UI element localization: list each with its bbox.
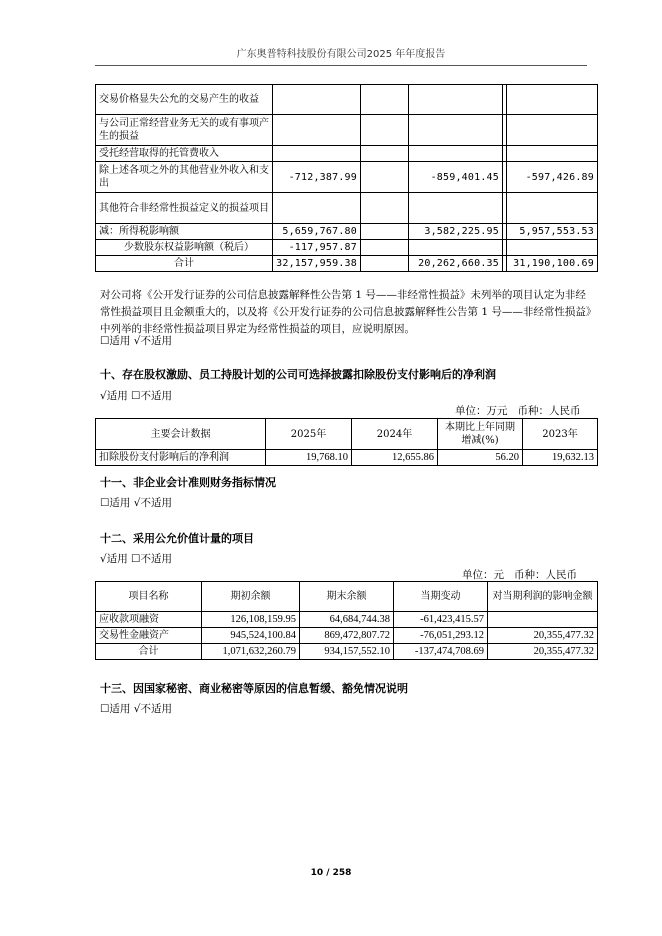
cell: 5,659,767.80 (273, 224, 361, 240)
table-row (96, 628, 598, 644)
cell: -859,401.45 (409, 162, 503, 193)
cell (409, 85, 503, 115)
cell: 3,582,225.95 (409, 224, 503, 240)
cell (507, 115, 598, 146)
table-row-total (96, 644, 598, 660)
header-cell: 期初余额 (202, 582, 300, 612)
table-header-row (96, 582, 598, 612)
header-cell: 2024年 (352, 419, 438, 450)
table-row (96, 193, 598, 224)
cell (273, 146, 361, 162)
cell: 945,524,100.84 (202, 628, 300, 644)
section-11-applicability: ☐适用 √不适用 (100, 497, 172, 509)
cell (361, 240, 409, 256)
cell (361, 115, 409, 146)
cell (507, 85, 598, 115)
table-row (96, 162, 598, 193)
header-cell: 对当期利润的影响金额 (488, 582, 598, 612)
section-11-title: 十一、非企业会计准则财务指标情况 (100, 476, 276, 489)
row-label: 减：所得税影响额 (96, 224, 273, 240)
row-label: 合计 (96, 256, 273, 272)
page-number: 10 / 258 (310, 868, 352, 878)
row-label: 与公司正常经营业务无关的或有事项产生的损益 (96, 115, 273, 146)
cell (361, 85, 409, 115)
note-paragraph: 对公司将《公开发行证券的公司信息披露解释性公告第 1 号——非经常性损益》未列举的项目认定为非经常性损益项目且金额重大的，以及将《公开发行证券的公司信息披露解释性公告第 1 号——非经常性损益》中列举的非经常性损益项目界定为经常性损益的项目，应说明原因。 (100, 289, 592, 335)
section-12-applicability: √适用 ☐不适用 (100, 553, 172, 565)
cell (507, 146, 598, 162)
table-row (96, 224, 598, 240)
header-cell: 2025年 (266, 419, 352, 450)
section-10-applicability: √适用 ☐不适用 (100, 390, 172, 402)
header-cell: 2023年 (523, 419, 598, 450)
table-row (96, 240, 598, 256)
row-label: 除上述各项之外的其他营业外收入和支出 (96, 162, 273, 193)
section-10-unit: 单位：万元 币种：人民币 (455, 405, 581, 417)
table-row-total (96, 256, 598, 272)
row-label: 扣除股份支付影响后的净利润 (96, 450, 266, 466)
cell: 12,655.86 (352, 450, 438, 466)
cell: -597,426.89 (507, 162, 598, 193)
row-label: 少数股东权益影响额（税后） (96, 240, 273, 256)
row-label: 交易价格显失公允的交易产生的收益 (96, 85, 273, 115)
cell: 5,957,553.53 (507, 224, 598, 240)
cell: 19,768.10 (266, 450, 352, 466)
cell: 32,157,959.38 (273, 256, 361, 272)
table-row (96, 115, 598, 146)
cell (409, 240, 503, 256)
cell (488, 612, 598, 628)
cell: -137,474,708.69 (394, 644, 488, 660)
header-cell: 项目名称 (96, 582, 202, 612)
cell: 56.20 (438, 450, 523, 466)
cell (273, 115, 361, 146)
section-13-title: 十三、因国家秘密、商业秘密等原因的信息暂缓、豁免情况说明 (100, 682, 408, 695)
cell (507, 240, 598, 256)
row-label: 受托经营取得的托管费收入 (96, 146, 273, 162)
header-cell: 当期变动 (394, 582, 488, 612)
cell (361, 146, 409, 162)
section-13-applicability: ☐适用 √不适用 (100, 703, 172, 715)
cell: 20,262,660.35 (409, 256, 503, 272)
cell (361, 162, 409, 193)
cell (361, 224, 409, 240)
cell (507, 193, 598, 224)
cell: 19,632.13 (523, 450, 598, 466)
cell: 64,684,744.38 (300, 612, 394, 628)
header-cell: 主要会计数据 (96, 419, 266, 450)
cell: 1,071,632,260.79 (202, 644, 300, 660)
cell (273, 85, 361, 115)
row-label: 应收款项融资 (96, 612, 202, 628)
row-label: 交易性金融资产 (96, 628, 202, 644)
cell: 126,108,159.95 (202, 612, 300, 628)
cell: -117,957.87 (273, 240, 361, 256)
cell: 31,190,100.69 (507, 256, 598, 272)
cell (273, 193, 361, 224)
header-cell: 期末余额 (300, 582, 394, 612)
cell: -61,423,415.57 (394, 612, 488, 628)
table-header-row (96, 419, 598, 450)
page-header: 广东奥普特科技股份有限公司2025 年年度报告 (95, 45, 587, 66)
row-label: 合计 (96, 644, 202, 660)
table-row (96, 450, 598, 466)
fair-value-table (95, 581, 598, 660)
cell: 20,355,477.32 (488, 644, 598, 660)
note-applicability: ☐适用 √不适用 (100, 335, 172, 347)
cell (361, 256, 409, 272)
section-12-title: 十二、采用公允价值计量的项目 (100, 532, 254, 545)
table-row (96, 146, 598, 162)
cell: -76,051,293.12 (394, 628, 488, 644)
section-10-title: 十、存在股权激励、员工持股计划的公司可选择披露扣除股份支付影响后的净利润 (100, 368, 496, 381)
cell: -712,387.99 (273, 162, 361, 193)
cell: 934,157,552.10 (300, 644, 394, 660)
cell: 20,355,477.32 (488, 628, 598, 644)
cell (409, 115, 503, 146)
table-row (96, 612, 598, 628)
nonrecurring-items-table (95, 84, 598, 272)
header-cell: 本期比上年同期增减(%) (438, 419, 523, 450)
cell (409, 193, 503, 224)
cell (409, 146, 503, 162)
table-row (96, 85, 598, 115)
cell: 869,472,807.72 (300, 628, 394, 644)
row-label: 其他符合非经常性损益定义的损益项目 (96, 193, 273, 224)
section-12-unit: 单位：元 币种：人民币 (462, 569, 578, 581)
cell (361, 193, 409, 224)
share-payment-table (95, 418, 598, 466)
